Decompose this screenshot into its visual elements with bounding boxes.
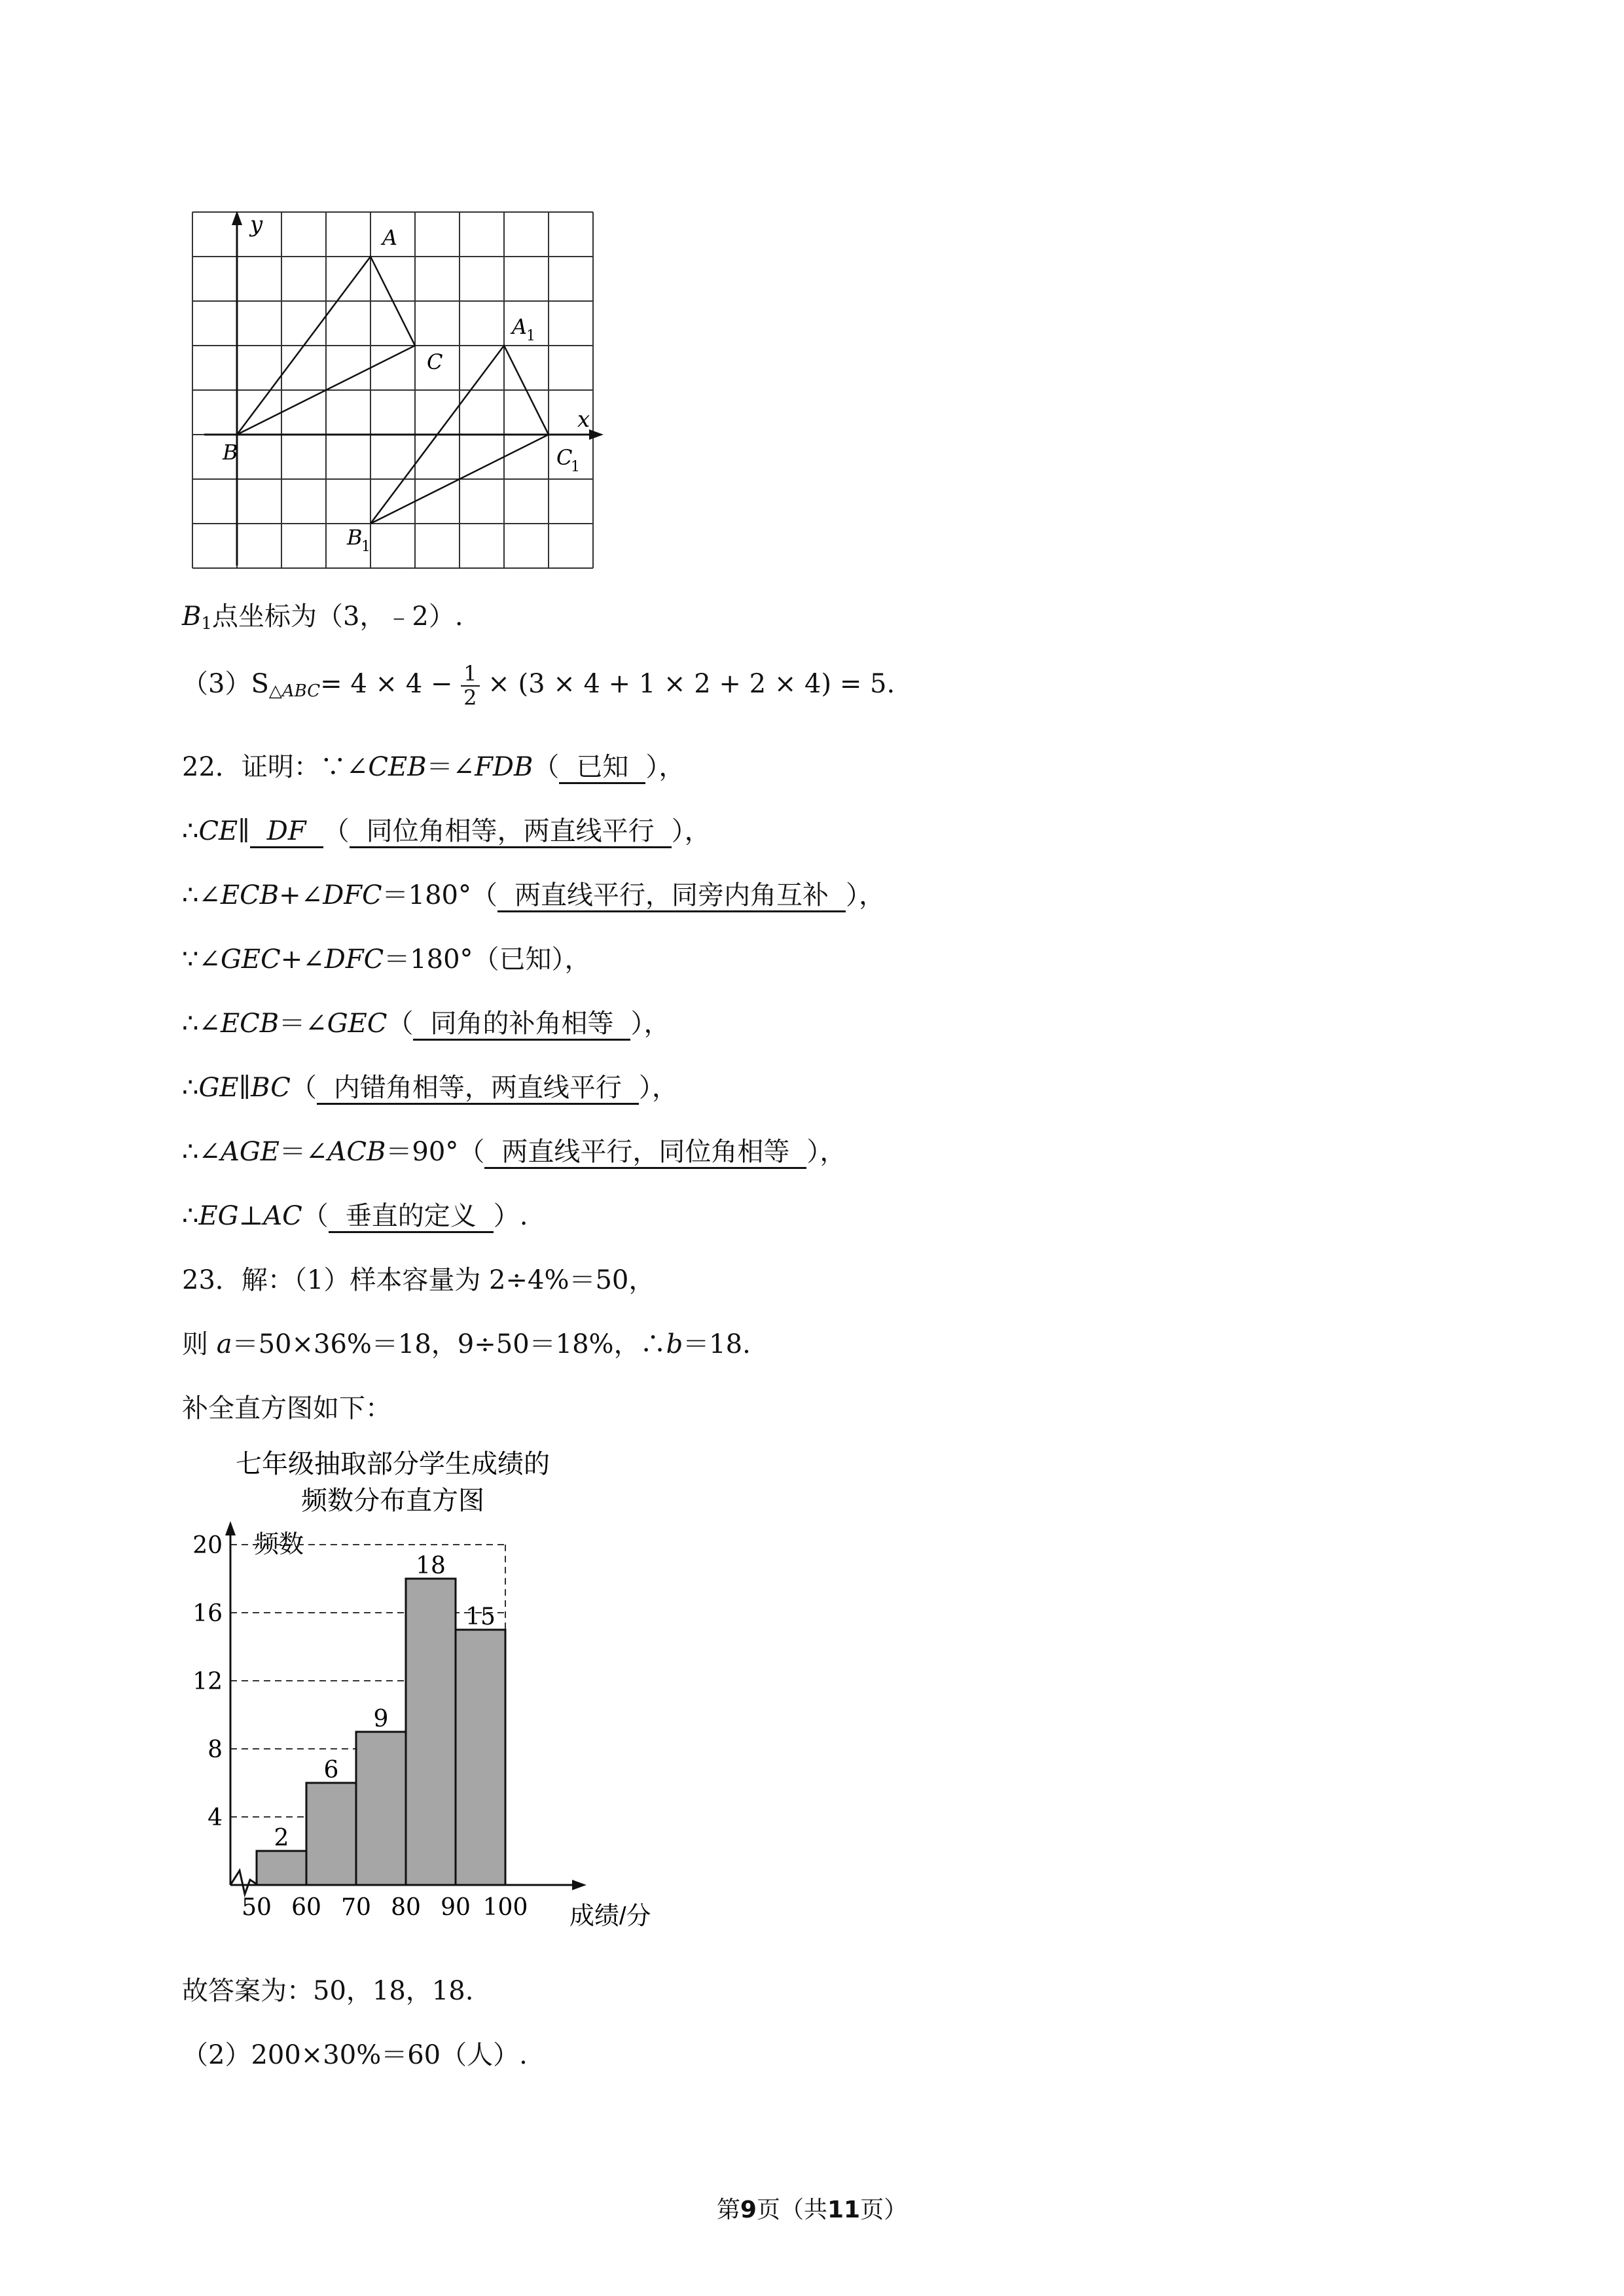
y-axis-label: 频数	[254, 1531, 304, 1558]
proof-line-5: ∴∠ECB＝∠GEC（ 同角的补角相等 ），	[182, 1003, 670, 1041]
fraction-one-half: $\frac{1}{2}$	[461, 662, 479, 709]
answer-blank: 同位角相等，两直线平行	[350, 816, 672, 848]
q23-part2-line: （2）200×30%＝60（人）.	[182, 2040, 528, 2070]
y-tick-label: 20	[192, 1532, 223, 1559]
chart-title: 七年级抽取部分学生成绩的	[236, 1450, 550, 1479]
svg-text:A: A	[512, 314, 528, 339]
histogram-bar	[306, 1783, 356, 1885]
label-B1	[346, 525, 370, 555]
y-tick-label: 12	[192, 1668, 223, 1695]
y-axis	[232, 211, 242, 565]
frequency-histogram	[177, 1440, 687, 1950]
q23-line-2: 则 a＝50×36%＝18，9÷50＝18%，∴b＝18.	[182, 1329, 751, 1359]
answer-blank: 两直线平行，同位角相等	[484, 1137, 806, 1169]
x-tick-label: 70	[341, 1894, 371, 1921]
x-axis	[204, 429, 604, 440]
page-footer: 第9页（共11页）	[716, 2197, 908, 2223]
coordinate-grid-figure	[191, 206, 610, 585]
q23-line-3: 补全直方图如下：	[182, 1393, 391, 1424]
histogram-bar	[406, 1579, 456, 1885]
x-axis-label: x	[577, 406, 590, 433]
proof-line-8: ∴EG⊥AC（ 垂直的定义 ）.	[182, 1195, 528, 1233]
bar-value-label: 2	[274, 1825, 289, 1852]
answer-blank: 两直线平行，同旁内角互补	[497, 880, 846, 912]
svg-text:1: 1	[526, 328, 535, 344]
histogram-bar	[356, 1732, 406, 1885]
label-C: C	[427, 350, 443, 374]
proof-line-3: ∴∠ECB+∠DFC＝180°（ 两直线平行，同旁内角互补 ），	[182, 874, 885, 912]
answer-blank: 垂直的定义	[329, 1201, 494, 1233]
bar-value-label: 6	[323, 1757, 339, 1784]
y-axis-label: y	[250, 211, 263, 238]
proof-line-2: ∴CE∥ DF （ 同位角相等，两直线平行 ），	[182, 810, 711, 848]
svg-text:1: 1	[361, 539, 370, 555]
answer-blank: 内错角相等，两直线平行	[317, 1073, 639, 1105]
x-tick-label: 100	[482, 1894, 528, 1921]
label-B: B	[223, 440, 238, 465]
answer-blank: 已知	[559, 752, 645, 784]
proof-line-6: ∴GE∥BC（ 内错角相等，两直线平行 ），	[182, 1067, 678, 1105]
proof-line-1: 22．证明：∵∠CEB＝∠FDB（ 已知 ），	[182, 746, 685, 784]
q23-answer-line: 故答案为：50，18，18.	[182, 1976, 474, 2006]
grid-lines	[192, 212, 593, 568]
histogram-bar	[257, 1851, 306, 1885]
area-formula-line: $(3)S_{\triangle ABC}= 4 \times 4$ − $\frac{1}{2}$ × (3 × 4 + 1 × 2 + 2 × 4) = 5.	[182, 661, 895, 711]
svg-text:1: 1	[571, 459, 580, 475]
x-tick-label: 50	[242, 1894, 272, 1921]
chart-subtitle: 频数分布直方图	[301, 1486, 484, 1515]
y-tick-label: 4	[208, 1804, 223, 1831]
svg-text:B: B	[347, 525, 363, 550]
bar-value-label: 9	[373, 1706, 389, 1732]
label-C1	[556, 445, 580, 475]
bar-value-label: 18	[416, 1552, 446, 1579]
proof-line-7: ∴∠AGE＝∠ACB＝90°（ 两直线平行，同位角相等 ），	[182, 1131, 846, 1169]
y-tick-label: 16	[192, 1600, 223, 1627]
label-A: A	[382, 225, 398, 250]
svg-text:C: C	[556, 445, 573, 470]
label-A1	[510, 314, 535, 344]
x-axis-label: 成绩/分	[569, 1903, 651, 1930]
histogram-bars	[257, 1552, 505, 1885]
bar-value-label: 15	[465, 1604, 496, 1630]
y-tick-label: 8	[208, 1736, 223, 1763]
proof-line-4: ∵∠GEC+∠DFC＝180°（已知），	[182, 944, 591, 975]
answer-blank: DF	[250, 816, 323, 848]
x-tick-label: 60	[291, 1894, 321, 1921]
b1-coordinate-line: $B_1$点坐标为（3，﹣2）.	[182, 601, 463, 634]
x-tick-label: 90	[441, 1894, 471, 1921]
histogram-bar	[456, 1630, 505, 1885]
q23-line-1: 23．解：（1）样本容量为 2÷4%＝50，	[182, 1265, 655, 1295]
answer-blank: 同角的补角相等	[413, 1009, 630, 1041]
x-tick-label: 80	[391, 1894, 421, 1921]
